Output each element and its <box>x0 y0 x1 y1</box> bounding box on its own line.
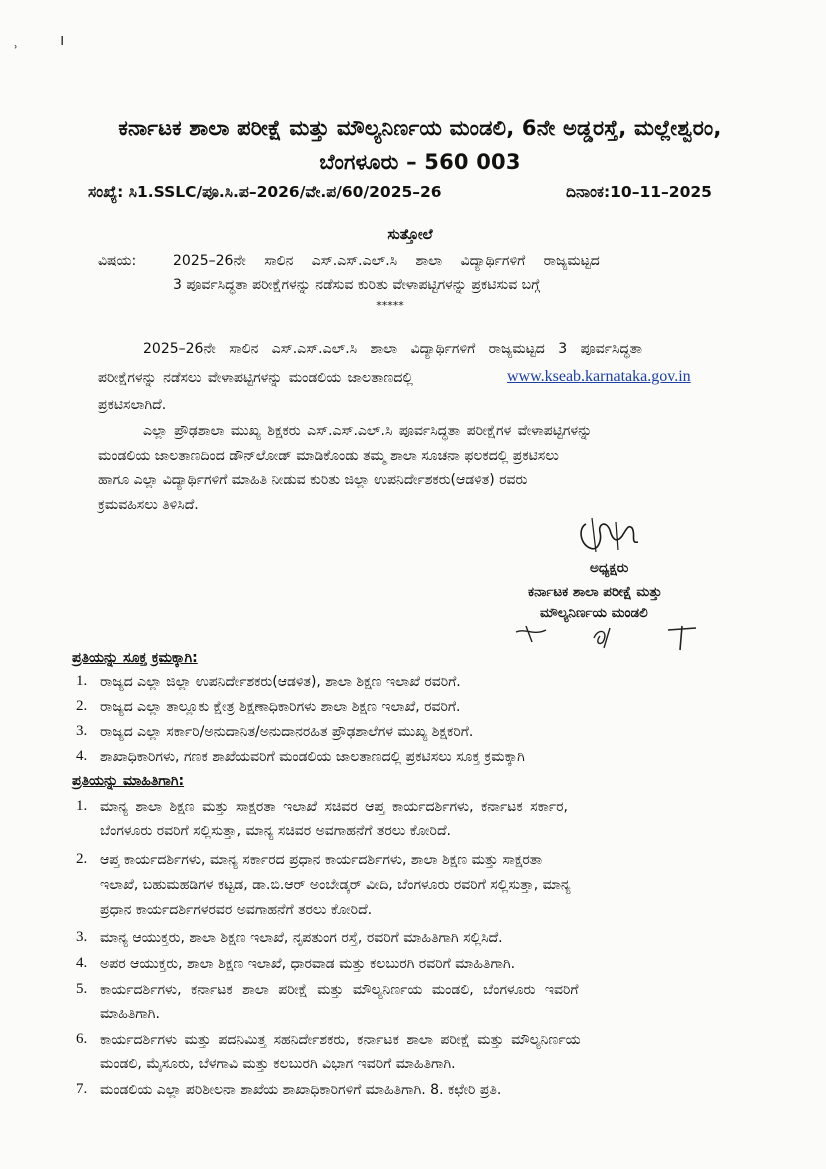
copies-action-number: 3. <box>76 723 88 739</box>
copies-action-item: ರಾಜ್ಯದ ಎಲ್ಲಾ ತಾಲ್ಲೂಕು ಕ್ಷೇತ್ರ ಶಿಕ್ಷಣಾಧಿಕಾರಿಗಳು ಶಾಲಾ ಶಿಕ್ಷಣ ಇಲಾಖೆ, ರವರಿಗೆ. <box>100 699 461 715</box>
paragraph-2-line-4: ಕ್ರಮವಹಿಸಲು ತಿಳಿಸಿದೆ. <box>98 497 199 513</box>
paragraph-2-line-1: ಎಲ್ಲಾ ಪ್ರೌಢಶಾಲಾ ಮುಖ್ಯ ಶಿಕ್ಷಕರು ಎಸ್.ಎಸ್.ಎಲ್.ಸಿ ಪೂರ್ವಸಿದ್ಧತಾ ಪರೀಕ್ಷೆಗಳ ವೇಳಾಪಟ್ಟಿಗಳನ್ನು <box>143 423 593 439</box>
copies-action-heading: ಪ್ರತಿಯನ್ನು ಸೂಕ್ತ ಕ್ರಮಕ್ಕಾಗಿ: <box>72 650 198 666</box>
header-city-pin: ಬೆಂಗಳೂರು – 560 003 <box>319 150 521 174</box>
signatory-org-line-1: ಕರ್ನಾಟಕ ಶಾಲಾ ಪರೀಕ್ಷೆ ಮತ್ತು <box>528 584 662 600</box>
copies-info-heading: ಪ್ರತಿಯನ್ನು ಮಾಹಿತಿಗಾಗಿ: <box>72 773 185 789</box>
signature-scribble <box>566 510 646 562</box>
header-org-address: ಕರ್ನಾಟಕ ಶಾಲಾ ಪರೀಕ್ಷೆ ಮತ್ತು ಮೌಲ್ಯನಿರ್ಣಯ ಮಂಡಲಿ, 6ನೇ ಅಡ್ಡರಸ್ತೆ, ಮಲ್ಲೇಶ್ವರಂ, <box>118 116 722 140</box>
subject-line-1: 2025–26ನೇ ಸಾಲಿನ ಎಸ್.ಎಸ್.ಎಲ್.ಸಿ ಶಾಲಾ ವಿದ್ಯಾರ್ಥಿಗಳಿಗೆ ರಾಜ್ಯಮಟ್ಟದ <box>173 253 600 269</box>
signatory-designation: ಅಧ್ಯಕ್ಷರು <box>590 560 629 576</box>
copies-info-item-line: ಮಾನ್ಯ ಶಾಲಾ ಶಿಕ್ಷಣ ಮತ್ತು ಸಾಕ್ಷರತಾ ಇಲಾಖೆ ಸಚಿವರ ಆಪ್ತ ಕಾರ್ಯದರ್ಶಿಗಳು, ಕರ್ನಾಟಕ ಸರ್ಕಾರ, <box>100 799 568 815</box>
copies-info-item-line: ಅಪರ ಆಯುಕ್ತರು, ಶಾಲಾ ಶಿಕ್ಷಣ ಇಲಾಖೆ, ಧಾರವಾಡ ಮತ್ತು ಕಲಬುರಗಿ ರವರಿಗೆ ಮಾಹಿತಿಗಾಗಿ. <box>100 956 516 972</box>
copies-info-item-line: ಕಾರ್ಯದರ್ಶಿಗಳು ಮತ್ತು ಪದನಿಮಿತ್ತ ಸಹನಿರ್ದೇಶಕರು, ಕರ್ನಾಟಕ ಶಾಲಾ ಪರೀಕ್ಷೆ ಮತ್ತು ಮೌಲ್ಯನಿರ್ಣಯ <box>100 1032 581 1048</box>
subject-separator: ***** <box>376 299 404 312</box>
copies-info-number: 6. <box>76 1031 88 1047</box>
margin-mark: ı <box>60 30 65 49</box>
copies-info-item-line: ಆಪ್ತ ಕಾರ್ಯದರ್ಶಿಗಳು, ಮಾನ್ಯ ಸರ್ಕಾರದ ಪ್ರಧಾನ ಕಾರ್ಯದರ್ಶಿಗಳು, ಶಾಲಾ ಶಿಕ್ಷಣ ಮತ್ತು ಸಾಕ್ಷರತಾ <box>100 852 543 868</box>
copies-info-number: 1. <box>76 798 88 814</box>
signatory-org-line-2: ಮೌಲ್ಯನಿರ್ಣಯ ಮಂಡಲಿ <box>540 605 648 621</box>
kseab-website-link[interactable]: www.kseab.karnataka.gov.in <box>507 368 691 385</box>
copies-info-item-line: ಪ್ರಧಾನ ಕಾರ್ಯದರ್ಶಿಗಳರವರ ಅವಗಾಹನೆಗೆ ತರಲು ಕೋರಿದೆ. <box>100 902 373 918</box>
copies-action-item: ರಾಜ್ಯದ ಎಲ್ಲಾ ಜಿಲ್ಲಾ ಉಪನಿರ್ದೇಶಕರು(ಆಡಳಿತ), ಶಾಲಾ ಶಿಕ್ಷಣ ಇಲಾಖೆ ರವರಿಗೆ. <box>100 674 461 690</box>
paragraph-1-line-2: ಪರೀಕ್ಷೆಗಳನ್ನು ನಡೆಸಲು ವೇಳಾಪಟ್ಟಿಗಳನ್ನು ಮಂಡಲಿಯ ಜಾಲತಾಣದಲ್ಲಿ <box>98 370 413 386</box>
copies-info-number: 5. <box>76 981 88 997</box>
copies-action-item: ರಾಜ್ಯದ ಎಲ್ಲಾ ಸರ್ಕಾರಿ/ಅನುದಾನಿತ/ಅನುದಾನರಹಿತ ಪ್ರೌಢಶಾಲೆಗಳ ಮುಖ್ಯ ಶಿಕ್ಷಕರಿಗೆ. <box>100 724 474 740</box>
initials-marks <box>512 620 702 652</box>
copies-info-number: 2. <box>76 851 88 867</box>
copies-info-number: 7. <box>76 1081 88 1097</box>
copies-info-number: 3. <box>76 929 88 945</box>
paragraph-2-line-2: ಮಂಡಲಿಯ ಜಾಲತಾಣದಿಂದ ಡೌನ್‌ಲೋಡ್ ಮಾಡಿಕೊಂಡು ತಮ್ಮ ಶಾಲಾ ಸೂಚನಾ ಫಲಕದಲ್ಲಿ ಪ್ರಕಟಿಸಲು <box>98 448 559 464</box>
copies-info-item-line: ಮಾಹಿತಿಗಾಗಿ. <box>100 1006 160 1022</box>
copies-info-item-line: ಬೆಂಗಳೂರು ರವರಿಗೆ ಸಲ್ಲಿಸುತ್ತಾ, ಮಾನ್ಯ ಸಚಿವರ ಅವಗಾಹನೆಗೆ ತರಲು ಕೋರಿದೆ. <box>100 823 452 839</box>
paragraph-2-line-3: ಹಾಗೂ ಎಲ್ಲಾ ವಿದ್ಯಾರ್ಥಿಗಳಿಗೆ ಮಾಹಿತಿ ನೀಡುವ ಕುರಿತು ಜಿಲ್ಲಾ ಉಪನಿರ್ದೇಶಕರು(ಆಡಳಿತ) ರವರು <box>98 472 528 488</box>
copies-info-item-line: ಮಾನ್ಯ ಆಯುಕ್ತರು, ಶಾಲಾ ಶಿಕ್ಷಣ ಇಲಾಖೆ, ನೃಪತುಂಗ ರಸ್ತೆ, ರವರಿಗೆ ಮಾಹಿತಿಗಾಗಿ ಸಲ್ಲಿಸಿದೆ. <box>100 930 503 946</box>
copies-info-number: 4. <box>76 955 88 971</box>
subject-label: ವಿಷಯ: <box>98 253 137 269</box>
subject-line-2: 3 ಪೂರ್ವಸಿದ್ಧತಾ ಪರೀಕ್ಷೆಗಳನ್ನು ನಡೆಸುವ ಕುರಿತು ವೇಳಾಪಟ್ಟಿಗಳನ್ನು ಪ್ರಕಟಿಸುವ ಬಗ್ಗೆ <box>173 277 541 293</box>
copies-action-number: 4. <box>76 748 88 764</box>
copies-action-number: 1. <box>76 673 88 689</box>
paragraph-1-line-3: ಪ್ರಕಟಿಸಲಾಗಿದೆ. <box>98 397 167 413</box>
copies-info-item-line: ಕಾರ್ಯದರ್ಶಿಗಳು, ಕರ್ನಾಟಕ ಶಾಲಾ ಪರೀಕ್ಷೆ ಮತ್ತು ಮೌಲ್ಯನಿರ್ಣಯ ಮಂಡಲಿ, ಬೆಂಗಳೂರು ಇವರಿಗೆ <box>100 982 579 998</box>
circular-title: ಸುತ್ತೋಲೆ <box>387 227 433 243</box>
copies-info-item-line: ಇಲಾಖೆ, ಬಹುಮಹಡಿಗಳ ಕಟ್ಟಡ, ಡಾ.ಬಿ.ಆರ್ ಅಂಬೇಡ್ಕರ್ ವೀದಿ, ಬೆಂಗಳೂರು ರವರಿಗೆ ಸಲ್ಲಿಸುತ್ತಾ, ಮಾನ್ಯ <box>100 877 571 893</box>
paragraph-1-line-1: 2025–26ನೇ ಸಾಲಿನ ಎಸ್.ಎಸ್.ಎಲ್.ಸಿ ಶಾಲಾ ವಿದ್ಯಾರ್ಥಿಗಳಿಗೆ ರಾಜ್ಯಮಟ್ಟದ 3 ಪೂರ್ವಸಿದ್ಧತಾ <box>143 341 642 357</box>
circular-date: ದಿನಾಂಕ:10–11–2025 <box>566 183 712 201</box>
copies-action-number: 2. <box>76 698 88 714</box>
copies-info-item-line: ಮಂಡಲಿ, ಮೈಸೂರು, ಬೆಳಗಾವಿ ಮತ್ತು ಕಲಬುರಗಿ ವಿಭಾಗ ಇವರಿಗೆ ಮಾಹಿತಿಗಾಗಿ. <box>100 1056 456 1072</box>
reference-number: ಸಂಖ್ಯೆ: ಸಿ1.SSLC/ಪೂ.ಸಿ.ಪ–2026/ವೇ.ಪ/60/2025–26 <box>88 183 442 201</box>
margin-mark: ʾ <box>14 44 18 59</box>
copies-action-item: ಶಾಖಾಧಿಕಾರಿಗಳು, ಗಣಕ ಶಾಖೆಯವರಿಗೆ ಮಂಡಲಿಯ ಜಾಲತಾಣದಲ್ಲಿ ಪ್ರಕಟಿಸಲು ಸೂಕ್ತ ಕ್ರಮಕ್ಕಾಗಿ <box>100 749 525 765</box>
copies-info-item-line: ಮಂಡಲಿಯ ಎಲ್ಲಾ ಪರಿಶೀಲನಾ ಶಾಖೆಯ ಶಾಖಾಧಿಕಾರಿಗಳಿಗೆ ಮಾಹಿತಿಗಾಗಿ. 8. ಕಛೇರಿ ಪ್ರತಿ. <box>100 1082 502 1098</box>
